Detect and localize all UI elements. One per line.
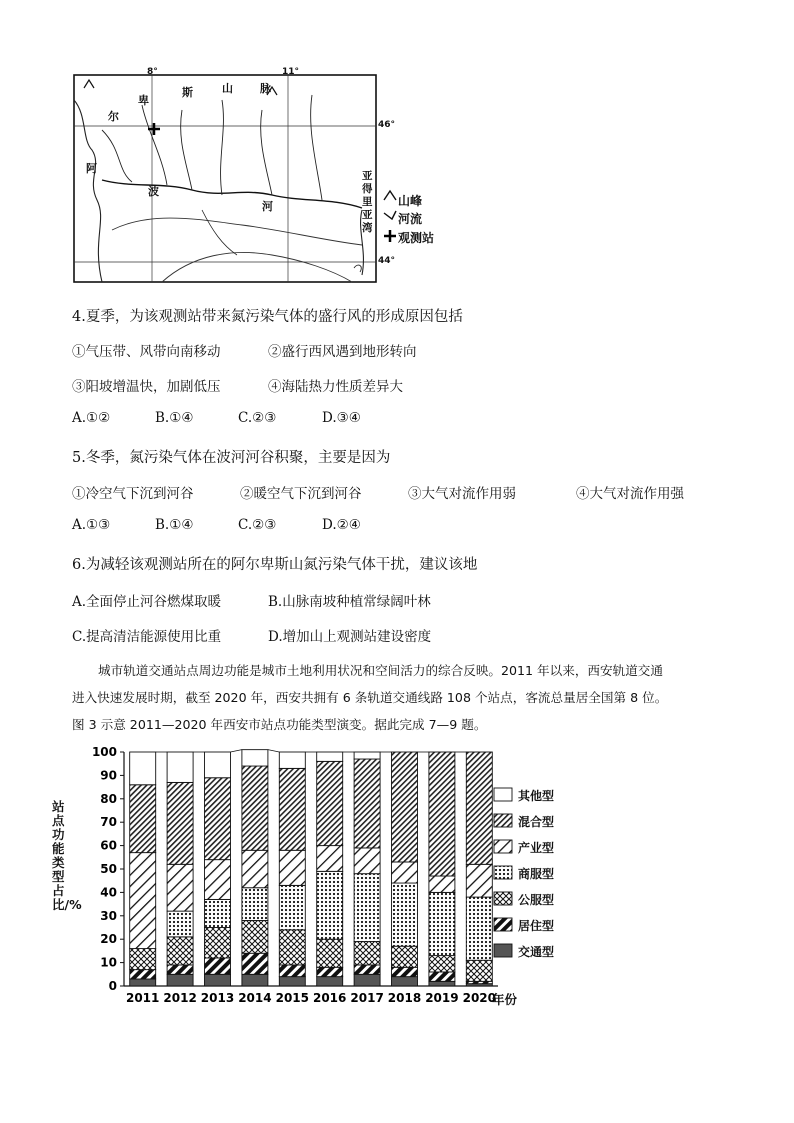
bar-segment-2011-2 [130,949,156,970]
mountain-char-5: 山 [222,82,233,95]
river-char-2: 河 [262,200,273,213]
x-tick-label: 2013 [200,991,235,1005]
q5-choice-d[interactable]: D.②④ [322,517,361,533]
q5-statement-4: ④大气对流作用强 [576,486,684,502]
bar-segment-2015-5 [279,768,305,850]
bar-segment-2017-3 [354,874,380,942]
legend-swatch [494,788,512,801]
bar-segment-2012-4 [167,864,193,911]
bar-segment-2016-5 [317,761,343,845]
x-tick-label: 2014 [238,991,272,1005]
bar-segment-2014-0 [242,974,268,986]
legend-label-peak: 山峰 [398,194,423,208]
passage-line-2: 进入快速发展时期，截至 2020 年，西安共拥有 6 条轨道交通线路 108 个站点，客流总量居全国第 8 位。 [72,690,668,705]
lon-label-8: 8° [147,67,158,77]
bar-segment-2014-6 [242,750,268,766]
bar-segment-2018-1 [392,967,418,976]
bar-top-connector [231,750,242,752]
peak-marker-1 [84,80,94,88]
x-tick-label: 2018 [387,991,422,1005]
bar-segment-2012-0 [167,974,193,986]
legend-swatch [494,840,512,853]
passage-line-3: 图 3 示意 2011—2020 年西安市站点功能类型演变。据此完成 7—9 题。 [72,717,487,732]
q4-statement-1: ①气压带、风带向南移动 [72,344,221,360]
x-tick-label: 2015 [275,991,310,1005]
map-svg [72,70,452,285]
bar-segment-2020-4 [466,864,492,897]
mountain-char-4: 斯 [182,86,193,99]
west-border-line [74,100,102,282]
south-hill-line [162,252,352,282]
y-tick-label: 40 [100,885,117,900]
bar-segment-2015-4 [279,850,305,885]
bar-segment-2017-5 [354,759,380,848]
bar-segment-2013-4 [205,860,231,900]
po-river-line [102,180,362,208]
chart-bars [130,750,493,986]
x-tick-label: 2011 [125,991,160,1005]
legend-label-river: 河流 [398,212,423,226]
y-tick-label: 50 [100,862,117,876]
legend-label: 产业型 [518,841,555,855]
y-tick-label: 90 [100,768,117,783]
bar-segment-2019-0 [429,981,455,986]
bar-segment-2018-5 [392,752,418,862]
mountain-char-2: 尔 [108,110,119,123]
q4-choice-b[interactable]: B.①④ [155,410,194,426]
x-tick-label: 2012 [163,991,197,1005]
bar-segment-2016-2 [317,939,343,967]
bar-segment-2014-4 [242,850,268,887]
bar-segment-2019-2 [429,956,455,972]
observation-station-marker [148,123,160,135]
y-tick-label: 60 [100,838,117,853]
sea-name-vertical: 亚得里亚湾 [362,170,373,234]
q6-choice-b[interactable]: B.山脉南坡种植常绿阔叶林 [268,594,431,610]
bar-segment-2013-3 [205,899,231,927]
map-frame [74,75,376,282]
y-tick-label: 10 [100,955,117,970]
tributary-7 [202,210,237,255]
bar-segment-2015-6 [279,752,305,768]
legend-swatch [494,866,512,879]
bar-segment-2016-6 [317,752,343,761]
tributary-1 [142,105,167,185]
bar-segment-2017-4 [354,848,380,874]
y-tick-label: 70 [100,815,117,830]
q4-choice-c[interactable]: C.②③ [238,410,277,426]
y-tick-label: 20 [100,932,117,947]
tributary-3 [221,100,224,195]
bar-segment-2015-2 [279,930,305,965]
bar-segment-2017-1 [354,965,380,974]
q5-statement-2: ②暖空气下沉到河谷 [240,486,362,502]
q5-statement-1: ①冷空气下沉到河谷 [72,486,194,502]
bar-segment-2011-5 [130,785,156,853]
bar-segment-2012-2 [167,937,193,965]
legend-station-symbol [384,230,396,242]
x-tick-label: 2016 [312,991,347,1005]
legend-label: 商服型 [518,867,555,881]
bar-segment-2013-5 [205,778,231,860]
bar-segment-2017-6 [354,752,380,759]
bar-segment-2019-3 [429,892,455,955]
bar-segment-2011-1 [130,970,156,979]
x-tick-label: 2019 [425,991,459,1005]
bar-segment-2015-0 [279,977,305,986]
q6-choice-c[interactable]: C.提高清洁能源使用比重 [72,629,222,645]
bar-segment-2012-3 [167,911,193,937]
bar-segment-2012-1 [167,965,193,974]
q5-statement-3: ③大气对流作用弱 [408,486,516,502]
q5-choice-a[interactable]: A.①③ [72,517,111,533]
river-map-figure [72,67,452,285]
mountain-char-3: 卑 [138,94,149,107]
bar-segment-2020-3 [466,897,492,960]
legend-swatch [494,814,512,827]
bar-segment-2018-3 [392,883,418,946]
bar-segment-2015-1 [279,965,305,977]
bar-segment-2019-5 [429,752,455,876]
y-tick-label: 80 [100,791,117,806]
mountain-char-1: 阿 [86,162,97,175]
question-6-stem: 6.为减轻该观测站所在的阿尔卑斯山氮污染气体干扰，建议该地 [72,557,478,573]
tributary-6 [102,130,132,182]
q4-choice-d[interactable]: D.③④ [322,410,361,426]
legend-peak-symbol [384,191,396,200]
river-char-1: 波 [148,185,159,198]
bar-segment-2013-2 [205,928,231,958]
bar-segment-2018-2 [392,946,418,967]
lat-label-44: 44° [378,256,396,266]
legend-label: 居住型 [518,919,555,933]
bar-segment-2014-1 [242,953,268,974]
stacked-bar-chart [52,740,572,1020]
chart-xlabel: 年份 [492,992,518,1007]
legend-swatch [494,892,512,905]
bar-segment-2013-6 [205,752,231,778]
legend-label: 公服型 [518,893,555,907]
bar-top-connector [268,750,279,752]
estuary-mark [354,265,361,272]
question-4-stem: 4.夏季，为该观测站带来氮污染气体的盛行风的形成原因包括 [72,309,463,325]
legend-label: 交通型 [518,945,555,959]
tributary-5 [311,95,322,200]
q6-choice-a[interactable]: A.全面停止河谷燃煤取暖 [72,594,222,610]
bar-segment-2016-4 [317,846,343,872]
tributary-2 [181,110,192,190]
mountain-char-6: 脉 [260,82,271,95]
bar-segment-2018-0 [392,977,418,986]
y-tick-label: 30 [100,908,117,923]
y-tick-label: 0 [108,979,117,993]
q4-choice-a[interactable]: A.①② [72,410,111,426]
lon-label-11: 11° [282,67,300,77]
bar-segment-2014-2 [242,920,268,953]
bar-segment-2020-5 [466,752,492,864]
q4-statement-2: ②盛行西风遇到地形转向 [268,344,417,360]
bar-segment-2014-5 [242,766,268,850]
bar-segment-2016-3 [317,871,343,939]
legend-swatch [494,918,512,931]
bar-segment-2013-0 [205,974,231,986]
bar-segment-2011-4 [130,853,156,949]
bar-segment-2020-2 [466,960,492,981]
bar-segment-2015-3 [279,885,305,929]
passage-line-1: 城市轨道交通站点周边功能是城市土地利用状况和空间活力的综合反映。2011 年以来，西安轨道交通 [98,663,663,678]
legend-label-station: 观测站 [398,231,435,245]
bar-segment-2018-4 [392,862,418,883]
bar-segment-2011-0 [130,979,156,986]
bar-segment-2019-1 [429,972,455,981]
legend-river-symbol [384,211,396,219]
bar-segment-2017-0 [354,974,380,986]
q6-choice-d[interactable]: D.增加山上观测站建设密度 [268,629,432,645]
apennine-line [112,218,362,245]
legend-label: 其他型 [518,789,555,803]
tributary-4 [261,110,272,195]
legend-swatch [494,944,512,957]
bar-segment-2017-2 [354,942,380,965]
bar-segment-2016-1 [317,967,343,976]
lat-label-46: 46° [378,120,396,130]
q4-statement-3: ③阳坡增温快，加剧低压 [72,379,221,395]
bar-segment-2014-3 [242,888,268,921]
bar-segment-2013-1 [205,958,231,974]
question-5-stem: 5.冬季，氮污染气体在波河河谷积聚，主要是因为 [72,450,391,466]
q5-choice-b[interactable]: B.①④ [155,517,194,533]
x-tick-label: 2017 [350,991,384,1005]
legend-label: 混合型 [518,815,555,829]
bar-segment-2012-5 [167,782,193,864]
bar-segment-2019-4 [429,876,455,892]
y-tick-label: 100 [91,745,117,759]
q4-statement-4: ④海陆热力性质差异大 [268,379,403,395]
bar-segment-2016-0 [317,977,343,986]
q5-choice-c[interactable]: C.②③ [238,517,277,533]
bar-segment-2011-6 [130,752,156,785]
bar-segment-2012-6 [167,752,193,782]
chart-ylabel: 站点功能类型占比/% [52,799,82,912]
x-tick-label: 2020 [462,991,497,1005]
